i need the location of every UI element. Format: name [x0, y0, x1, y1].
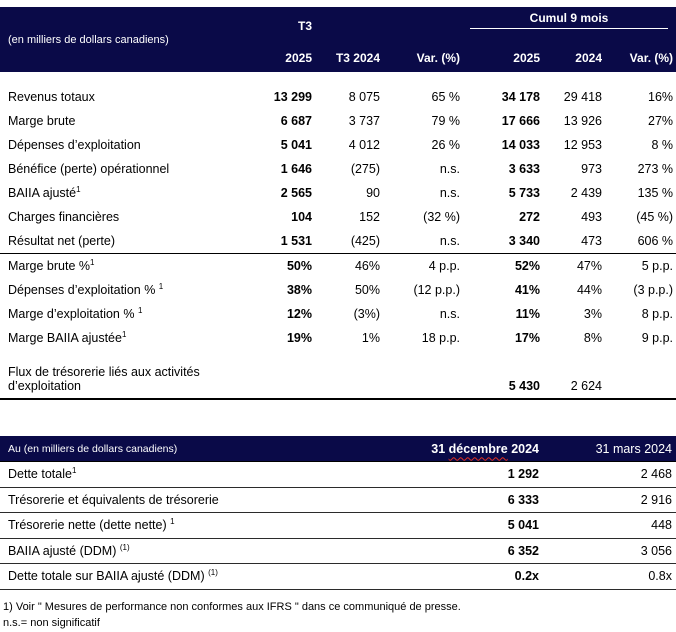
cell-value: 46% — [354, 259, 380, 273]
cell-value: (425) — [315, 229, 383, 254]
cell-value: 5 041 — [420, 513, 543, 539]
cell-value: 79 % — [431, 114, 460, 128]
cell-value: 5 041 — [280, 138, 312, 152]
cell-value: 52% — [514, 259, 540, 273]
balance-sheet-header — [0, 436, 676, 462]
header-spacer — [383, 7, 463, 33]
cell-value: 8% — [583, 331, 602, 345]
table-row — [0, 326, 676, 350]
table-row — [0, 278, 676, 302]
cell-value: n.s. — [439, 162, 460, 176]
header-spacer — [315, 7, 383, 33]
cell-value: 2 916 — [543, 487, 676, 513]
cell-value: (3 p.p.) — [633, 283, 674, 297]
table-row — [0, 72, 676, 109]
cell-value: 2 624 — [543, 350, 605, 399]
row-label: Dette totale$^1$ — [0, 462, 420, 488]
cell-value: 2 439 — [570, 186, 602, 200]
cell-value: 27% — [648, 114, 674, 128]
cell-value — [252, 350, 315, 399]
cell-value: 1% — [361, 331, 380, 345]
quarterly-results-table — [0, 7, 676, 400]
cell-value: 3 633 — [508, 162, 540, 176]
table-row — [0, 109, 676, 133]
cell-value: 5 430 — [463, 350, 543, 399]
row-label: Dépenses d’exploitation — [8, 138, 141, 152]
cell-value: 26 % — [431, 138, 460, 152]
table-row — [0, 564, 676, 590]
row-label: Marge brute %$^1$ — [8, 257, 95, 273]
cell-value: 9 p.p. — [641, 331, 674, 345]
cell-value: 44% — [576, 283, 602, 297]
cell-value: 6 687 — [280, 114, 312, 128]
cell-value: 1 646 — [280, 162, 312, 176]
as-at-units-label: Au (en milliers de dollars canadiens) — [0, 436, 420, 462]
cell-value: n.s. — [383, 229, 463, 254]
cell-value: 12% — [286, 307, 312, 321]
cell-value: n.s. — [439, 307, 460, 321]
cell-value: 135 % — [637, 186, 674, 200]
cell-value: 8 075 — [348, 90, 380, 104]
cell-value: 5 733 — [508, 186, 540, 200]
col-header-31-decembre-2024 — [420, 436, 543, 462]
quarterly-results-body — [0, 72, 676, 399]
row-label: Charges financières — [8, 210, 120, 224]
cell-value: 13 299 — [273, 90, 312, 104]
cell-value: 38% — [286, 283, 312, 297]
row-label: Marge BAIIA ajustée$^1$ — [8, 329, 127, 345]
table-row — [0, 302, 676, 326]
row-label: Bénéfice (perte) opérationnel — [8, 162, 170, 176]
cell-value: 2 565 — [280, 186, 312, 200]
cell-value: 14 033 — [501, 138, 540, 152]
cell-value: 273 % — [637, 162, 674, 176]
col-header-var-cumul: Var. (%) — [605, 33, 676, 72]
col-group-cumul-9-mois — [463, 7, 676, 33]
cell-value: 8 % — [651, 138, 674, 152]
cell-value: 17% — [514, 331, 540, 345]
cell-value — [383, 350, 463, 399]
balance-sheet-table — [0, 436, 676, 590]
row-label: Marge d’exploitation % $^1$ — [8, 305, 143, 321]
cell-value: 6 333 — [420, 487, 543, 513]
cell-value: 0.8x — [543, 564, 676, 590]
cell-value: 4 p.p. — [428, 259, 460, 273]
cell-value: 50% — [354, 283, 380, 297]
cell-value: 19% — [286, 331, 312, 345]
cell-value: 29 418 — [563, 90, 602, 104]
date-suffix: 2024 — [507, 441, 539, 456]
table-row — [0, 133, 676, 157]
cell-value: 16% — [648, 90, 674, 104]
cell-value: 272 — [519, 210, 540, 224]
cell-value: 6 352 — [420, 538, 543, 564]
table-row — [0, 538, 676, 564]
cell-value: 473 — [543, 229, 605, 254]
cell-value: 448 — [543, 513, 676, 539]
table-row — [0, 513, 676, 539]
table-row — [0, 157, 676, 181]
cell-value: 11% — [515, 307, 540, 321]
cell-value: (3%) — [353, 307, 380, 321]
cell-value: 41% — [514, 283, 540, 297]
cell-value: (12 p.p.) — [413, 283, 460, 297]
col-header-31-mars-2024: 31 mars 2024 — [543, 436, 676, 462]
row-label: Dette totale sur BAIIA ajusté (DDM) $^{(1)}$ — [0, 564, 420, 590]
cell-value: (45 %) — [636, 210, 674, 224]
cell-value: 12 953 — [563, 138, 602, 152]
cell-value: 3 737 — [348, 114, 380, 128]
cell-value: 1 292 — [420, 462, 543, 488]
cell-value: 65 % — [431, 90, 460, 104]
spellcheck-squiggle-word: décembre — [448, 441, 508, 456]
cell-value: 34 178 — [501, 90, 540, 104]
cumul-group-label: Cumul 9 mois — [470, 11, 668, 29]
footnote-ifrs: 1) Voir " Mesures de performance non conformes aux IFRS " dans ce communiqué de presse. — [3, 600, 461, 613]
date-prefix: 31 — [431, 441, 449, 456]
table-row — [0, 205, 676, 229]
cell-value: (32 %) — [423, 210, 460, 224]
col-header-var-quarter: Var. (%) — [383, 33, 463, 72]
cell-value: 13 926 — [563, 114, 602, 128]
cell-value: 90 — [366, 186, 380, 200]
units-label: (en milliers de dollars canadiens) — [0, 7, 252, 72]
col-header-cumul-2024: 2024 — [543, 33, 605, 72]
cell-value: 152 — [359, 210, 380, 224]
cell-value: n.s. — [439, 186, 460, 200]
col-header-t3-2025-line1: T3 — [252, 7, 315, 33]
cell-value: 3 056 — [543, 538, 676, 564]
col-header-cumul-2025: 2025 — [463, 33, 543, 72]
cell-value: 5 p.p. — [641, 259, 674, 273]
table-row — [0, 487, 676, 513]
cell-value: 3% — [583, 307, 602, 321]
row-label: Revenus totaux — [8, 90, 95, 104]
row-label: Dépenses d’exploitation % $^1$ — [8, 281, 164, 297]
cell-value: 2 468 — [543, 462, 676, 488]
cell-value: 606 % — [605, 229, 676, 254]
cell-value: 50% — [286, 259, 312, 273]
footnotes — [0, 599, 676, 632]
table-row — [0, 229, 676, 254]
row-label: BAIIA ajusté (DDM) $^{(1)}$ — [0, 538, 420, 564]
cell-value: 1 531 — [252, 229, 315, 254]
quarterly-results-header — [0, 7, 676, 72]
row-label: BAIIA ajusté$^1$ — [8, 184, 81, 200]
table-row — [0, 462, 676, 488]
cell-value: 493 — [581, 210, 602, 224]
table-row — [0, 350, 676, 399]
row-label: Marge brute — [8, 114, 76, 128]
cell-value: 3 340 — [463, 229, 543, 254]
table-row — [0, 254, 676, 279]
col-header-t3-2024: T3 2024 — [315, 33, 383, 72]
cell-value: 47% — [576, 259, 602, 273]
row-label: Trésorerie nette (dette nette) $^1$ — [0, 513, 420, 539]
cell-value: 973 — [581, 162, 602, 176]
cell-value: 104 — [291, 210, 312, 224]
cell-value: 4 012 — [348, 138, 380, 152]
cell-value — [605, 350, 676, 399]
cell-value: 8 p.p. — [641, 307, 674, 321]
row-label: Flux de trésorerie liés aux activités d’exploitation — [0, 350, 252, 399]
cell-value — [315, 350, 383, 399]
cell-value: 17 666 — [501, 114, 540, 128]
balance-sheet-body — [0, 462, 676, 590]
cell-value: 18 p.p. — [421, 331, 460, 345]
table-row — [0, 181, 676, 205]
cell-value: 0.2x — [420, 564, 543, 590]
row-label: Résultat net (perte) — [0, 229, 252, 254]
row-label: Trésorerie et équivalents de trésorerie — [0, 487, 420, 513]
col-header-t3-2025-line2: 2025 — [252, 33, 315, 72]
footnote-ns: n.s.= non significatif — [3, 617, 100, 629]
cell-value: (275) — [350, 162, 380, 176]
